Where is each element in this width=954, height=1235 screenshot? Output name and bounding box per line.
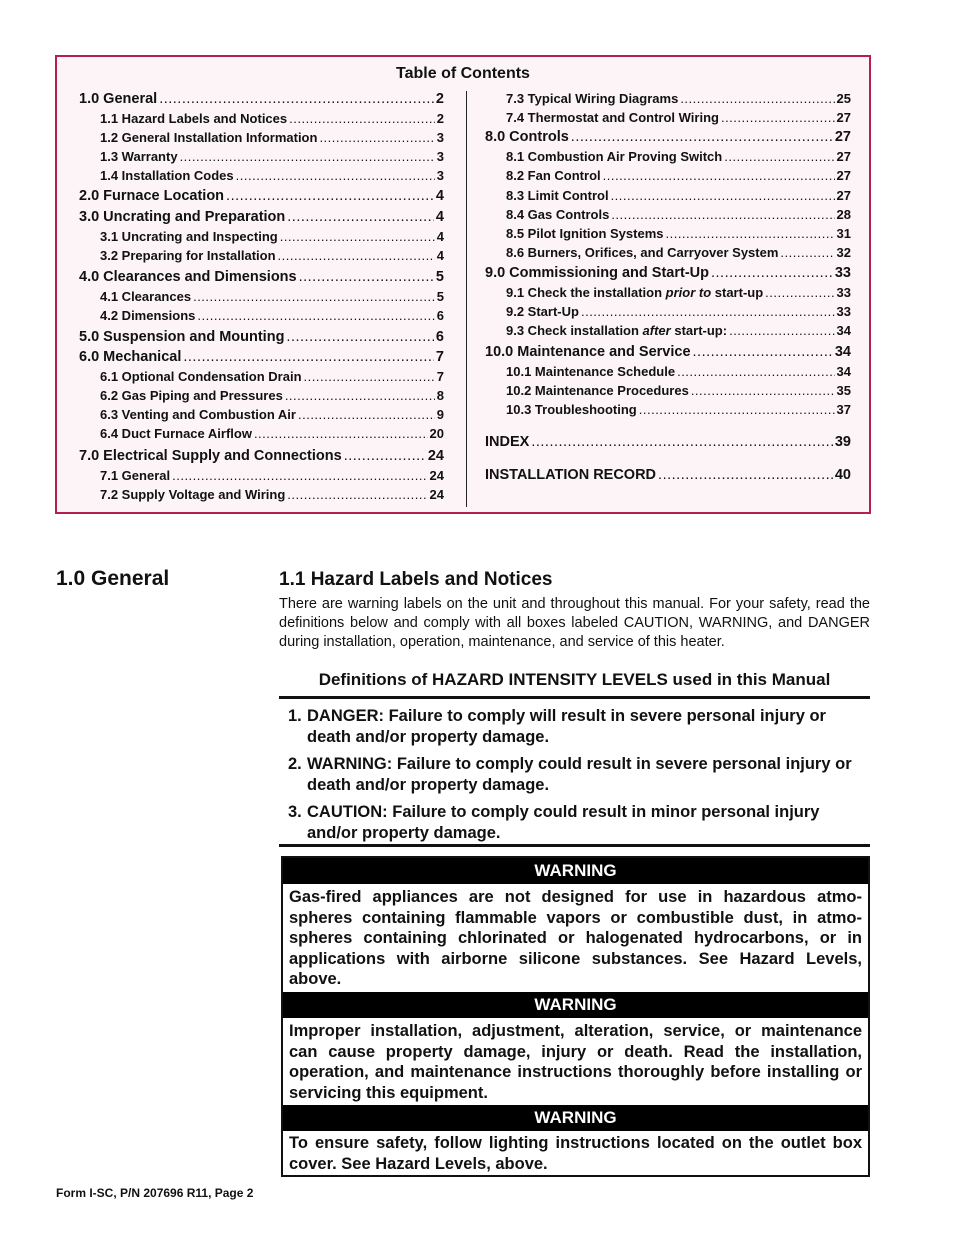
definitions-title: Definitions of HAZARD INTENSITY LEVELS used in this Manual	[318, 670, 831, 689]
toc-entry-label: 5.0 Suspension and Mounting	[79, 329, 285, 345]
toc-entry[interactable]	[485, 285, 851, 300]
toc-entry-label: 10.2 Maintenance Procedures	[506, 383, 689, 398]
toc-entry-label: 1.1 Hazard Labels and Notices	[100, 111, 288, 126]
toc-entry[interactable]	[79, 308, 444, 323]
toc-leader-dots	[285, 388, 435, 403]
toc-entry[interactable]	[79, 168, 444, 183]
toc-entry-label: 8.0 Controls	[485, 129, 569, 145]
toc-page-number: 37	[836, 402, 851, 417]
toc-page-number: 24	[429, 468, 444, 483]
toc-page-number: 24	[427, 448, 444, 464]
definition-item	[288, 706, 863, 747]
toc-page-number: 7	[435, 349, 444, 365]
warning-text: To ensure safety, follow lighting instructions located on the outlet box cover. See Hazard Levels, above.	[289, 1134, 862, 1173]
toc-entry[interactable]	[79, 91, 444, 107]
toc-page-number: 5	[435, 269, 444, 285]
toc-leader-dots	[665, 226, 834, 241]
section-heading: 1.0 General	[56, 567, 170, 590]
table-of-contents	[55, 55, 871, 514]
toc-page-number: 27	[834, 129, 851, 145]
toc-entry[interactable]	[485, 383, 851, 398]
toc-entry[interactable]	[485, 402, 851, 417]
toc-leader-dots	[765, 285, 834, 300]
toc-entry-label: 8.1 Combustion Air Proving Switch	[506, 149, 723, 164]
toc-page-number: 27	[836, 168, 851, 183]
definitions-list	[288, 706, 863, 850]
toc-entry[interactable]	[485, 207, 851, 222]
toc-page-number: 8	[436, 388, 444, 403]
toc-entry[interactable]	[79, 487, 444, 502]
toc-entry-label: 8.5 Pilot Ignition Systems	[506, 226, 664, 241]
toc-page-number: 3	[436, 130, 444, 145]
toc-entry-label: 1.3 Warranty	[100, 149, 178, 164]
toc-entry[interactable]	[79, 269, 444, 285]
toc-entry[interactable]	[79, 349, 444, 365]
warning-text: Gas-fired appliances are not designed for use in hazardous atmo-spheres containing flammable vapors or combustible dust, in atmo-spheres containing chlorinated or halogenated hydrocarbons, or in applications with airborne silicone substances. See Hazard Levels, above.	[289, 888, 862, 989]
toc-entry-label: 2.0 Furnace Location	[79, 188, 225, 204]
toc-page-number: 6	[435, 329, 444, 345]
toc-entry[interactable]	[485, 226, 851, 241]
toc-page-number: 40	[834, 467, 851, 483]
toc-entry[interactable]	[485, 245, 851, 260]
definition-text: WARNING: Failure to comply could result in severe personal injury or death and/or property damage.	[307, 755, 852, 794]
toc-leader-dots	[287, 209, 434, 225]
toc-leader-dots	[729, 323, 834, 338]
toc-entry[interactable]	[79, 289, 444, 304]
toc-entry[interactable]	[485, 265, 851, 281]
toc-leader-dots	[299, 269, 434, 285]
toc-entry-label: 7.2 Supply Voltage and Wiring	[100, 487, 286, 502]
divider	[279, 844, 870, 847]
toc-page-number: 34	[836, 323, 851, 338]
toc-entry[interactable]	[79, 426, 444, 441]
toc-entry-label: 1.2 General Installation Information	[100, 130, 318, 145]
toc-entry[interactable]	[485, 304, 851, 319]
toc-page-number: 35	[836, 383, 851, 398]
toc-entry-label: INSTALLATION RECORD	[485, 467, 657, 483]
subsection-heading: 1.1 Hazard Labels and Notices	[279, 569, 553, 590]
toc-page-number: 3	[436, 149, 444, 164]
toc-entry[interactable]	[485, 188, 851, 203]
definition-number: 1.	[288, 707, 302, 725]
toc-leader-dots	[319, 130, 434, 145]
toc-entry[interactable]	[79, 149, 444, 164]
toc-page-number: 32	[836, 245, 851, 260]
toc-entry-label: INDEX	[485, 434, 530, 450]
toc-leader-dots	[304, 369, 435, 384]
toc-page-number: 2	[435, 91, 444, 107]
toc-entry[interactable]	[79, 407, 444, 422]
toc-entry-label: 7.4 Thermostat and Control Wiring	[506, 110, 719, 125]
toc-leader-dots	[711, 265, 833, 281]
warning-header: WARNING	[283, 858, 868, 884]
toc-entry[interactable]	[79, 369, 444, 384]
toc-leader-dots	[680, 91, 834, 106]
toc-leader-dots	[183, 349, 434, 365]
toc-leader-dots	[691, 383, 835, 398]
toc-entry[interactable]	[485, 323, 851, 338]
warning-header: WARNING	[283, 992, 868, 1018]
definition-number: 2.	[288, 755, 302, 773]
toc-entry[interactable]	[485, 129, 851, 145]
toc-leader-dots	[639, 402, 835, 417]
toc-page-number: 6	[436, 308, 444, 323]
toc-page-number: 3	[436, 168, 444, 183]
toc-entry-label: 7.3 Typical Wiring Diagrams	[506, 91, 679, 106]
toc-leader-dots	[254, 426, 428, 441]
toc-entry-label: 3.2 Preparing for Installation	[100, 248, 276, 263]
definition-text: DANGER: Failure to comply will result in severe personal injury or death and/or property damage.	[307, 707, 826, 746]
toc-entry[interactable]	[79, 209, 444, 225]
toc-page-number: 25	[836, 91, 851, 106]
toc-leader-dots	[344, 448, 426, 464]
toc-entry-label: 7.1 General	[100, 468, 171, 483]
toc-page-number: 4	[436, 248, 444, 263]
toc-entry-label: 1.4 Installation Codes	[100, 168, 234, 183]
toc-entry[interactable]	[79, 111, 444, 126]
toc-page-number: 27	[836, 188, 851, 203]
toc-entry-label: 6.4 Duct Furnace Airflow	[100, 426, 252, 441]
toc-entry-label: 8.4 Gas Controls	[506, 207, 610, 222]
toc-leader-dots	[197, 308, 434, 323]
toc-leader-dots	[159, 91, 434, 107]
toc-leader-dots	[180, 149, 435, 164]
toc-leader-dots	[172, 468, 427, 483]
toc-entry-label: 7.0 Electrical Supply and Connections	[79, 448, 342, 464]
toc-page-number: 2	[436, 111, 444, 126]
toc-page-number: 7	[436, 369, 444, 384]
toc-leader-dots	[226, 188, 434, 204]
toc-entry-label: 4.2 Dimensions	[100, 308, 196, 323]
toc-page-number: 31	[836, 226, 851, 241]
toc-entry[interactable]	[79, 329, 444, 345]
toc-entry[interactable]	[485, 344, 851, 360]
toc-leader-dots	[721, 110, 835, 125]
toc-page-number: 4	[435, 209, 444, 225]
toc-page-number: 4	[436, 229, 444, 244]
toc-leader-dots	[611, 188, 835, 203]
toc-entry[interactable]	[485, 149, 851, 164]
toc-page-number: 27	[836, 110, 851, 125]
toc-entry-label: 6.0 Mechanical	[79, 349, 182, 365]
toc-page-number: 33	[834, 265, 851, 281]
toc-page-number: 33	[836, 285, 851, 300]
toc-leader-dots	[236, 168, 435, 183]
toc-entry-label: 8.2 Fan Control	[506, 168, 601, 183]
toc-leader-dots	[193, 289, 435, 304]
warning-header: WARNING	[283, 1105, 868, 1131]
toc-entry-label: 9.0 Commissioning and Start-Up	[485, 265, 709, 281]
definition-text: CAUTION: Failure to comply could result in minor personal injury and/or property damage.	[307, 803, 820, 842]
toc-page-number: 20	[429, 426, 444, 441]
toc-leader-dots	[677, 364, 834, 379]
toc-entry-label: 6.1 Optional Condensation Drain	[100, 369, 302, 384]
toc-column-divider	[466, 91, 467, 507]
definition-item	[288, 802, 863, 843]
toc-page-number: 9	[436, 407, 444, 422]
toc-entry-label: 4.1 Clearances	[100, 289, 192, 304]
toc-entry[interactable]	[79, 388, 444, 403]
toc-entry-label: 6.3 Venting and Combustion Air	[100, 407, 296, 422]
toc-leader-dots	[780, 245, 834, 260]
toc-page-number: 5	[436, 289, 444, 304]
toc-entry-label: 9.1 Check the installation prior to start-up	[506, 285, 764, 300]
divider	[279, 696, 870, 699]
toc-leader-dots	[287, 487, 427, 502]
toc-entry-label: 1.0 General	[79, 91, 158, 107]
toc-leader-dots	[286, 329, 434, 345]
toc-leader-dots	[278, 248, 435, 263]
toc-entry-label: 10.0 Maintenance and Service	[485, 344, 691, 360]
toc-entry[interactable]	[79, 448, 444, 464]
toc-leader-dots	[693, 344, 833, 360]
toc-page-number: 34	[836, 364, 851, 379]
toc-leader-dots	[298, 407, 435, 422]
toc-entry-label: 9.3 Check installation after start-up:	[506, 323, 728, 338]
toc-entry[interactable]	[485, 110, 851, 125]
toc-entry[interactable]	[79, 229, 444, 244]
toc-page-number: 39	[834, 434, 851, 450]
toc-leader-dots	[280, 229, 435, 244]
toc-entry-label: 3.0 Uncrating and Preparation	[79, 209, 286, 225]
toc-entry[interactable]	[79, 468, 444, 483]
toc-entry[interactable]	[79, 130, 444, 145]
toc-leader-dots	[571, 129, 833, 145]
toc-leader-dots	[289, 111, 435, 126]
toc-leader-dots	[611, 207, 834, 222]
toc-entry-label: 8.3 Limit Control	[506, 188, 609, 203]
toc-entry[interactable]	[79, 188, 444, 204]
toc-entry-label: 4.0 Clearances and Dimensions	[79, 269, 297, 285]
toc-page-number: 24	[429, 487, 444, 502]
intro-paragraph: There are warning labels on the unit and throughout this manual. For your safety, read the definitions below and comply with all boxes labeled CAUTION, WARNING, and DANGER during installation, operation, maintenance, and service of this heater.	[279, 596, 870, 650]
toc-entry-label: 10.3 Troubleshooting	[506, 402, 637, 417]
definition-item	[288, 754, 863, 795]
toc-entry[interactable]	[485, 434, 851, 450]
toc-page-number: 27	[836, 149, 851, 164]
toc-leader-dots	[531, 434, 833, 450]
toc-entry[interactable]	[485, 168, 851, 183]
toc-entry-label: 10.1 Maintenance Schedule	[506, 364, 676, 379]
toc-entry-label: 9.2 Start-Up	[506, 304, 579, 319]
toc-title: Table of Contents	[396, 65, 530, 82]
toc-leader-dots	[724, 149, 834, 164]
toc-entry[interactable]	[485, 467, 851, 483]
toc-entry-label: 3.1 Uncrating and Inspecting	[100, 229, 278, 244]
page-footer: Form I-SC, P/N 207696 R11, Page 2	[56, 1186, 254, 1200]
toc-leader-dots	[658, 467, 833, 483]
toc-page-number: 33	[836, 304, 851, 319]
toc-leader-dots	[603, 168, 835, 183]
toc-page-number: 4	[435, 188, 444, 204]
warning-text: Improper installation, adjustment, alteration, service, or maintenance can cause property damage, injury or death. Read the installation, operation, and maintenance instructions thoroughly before installing or servicing this equipment.	[289, 1022, 862, 1102]
toc-entry[interactable]	[79, 248, 444, 263]
toc-entry[interactable]	[485, 91, 851, 106]
definition-number: 3.	[288, 803, 302, 821]
toc-entry-label: 6.2 Gas Piping and Pressures	[100, 388, 283, 403]
toc-entry[interactable]	[485, 364, 851, 379]
toc-leader-dots	[581, 304, 835, 319]
toc-page-number: 28	[836, 207, 851, 222]
toc-entry-label: 8.6 Burners, Orifices, and Carryover System	[506, 245, 779, 260]
warnings-box	[281, 856, 870, 1177]
toc-page-number: 34	[834, 344, 851, 360]
